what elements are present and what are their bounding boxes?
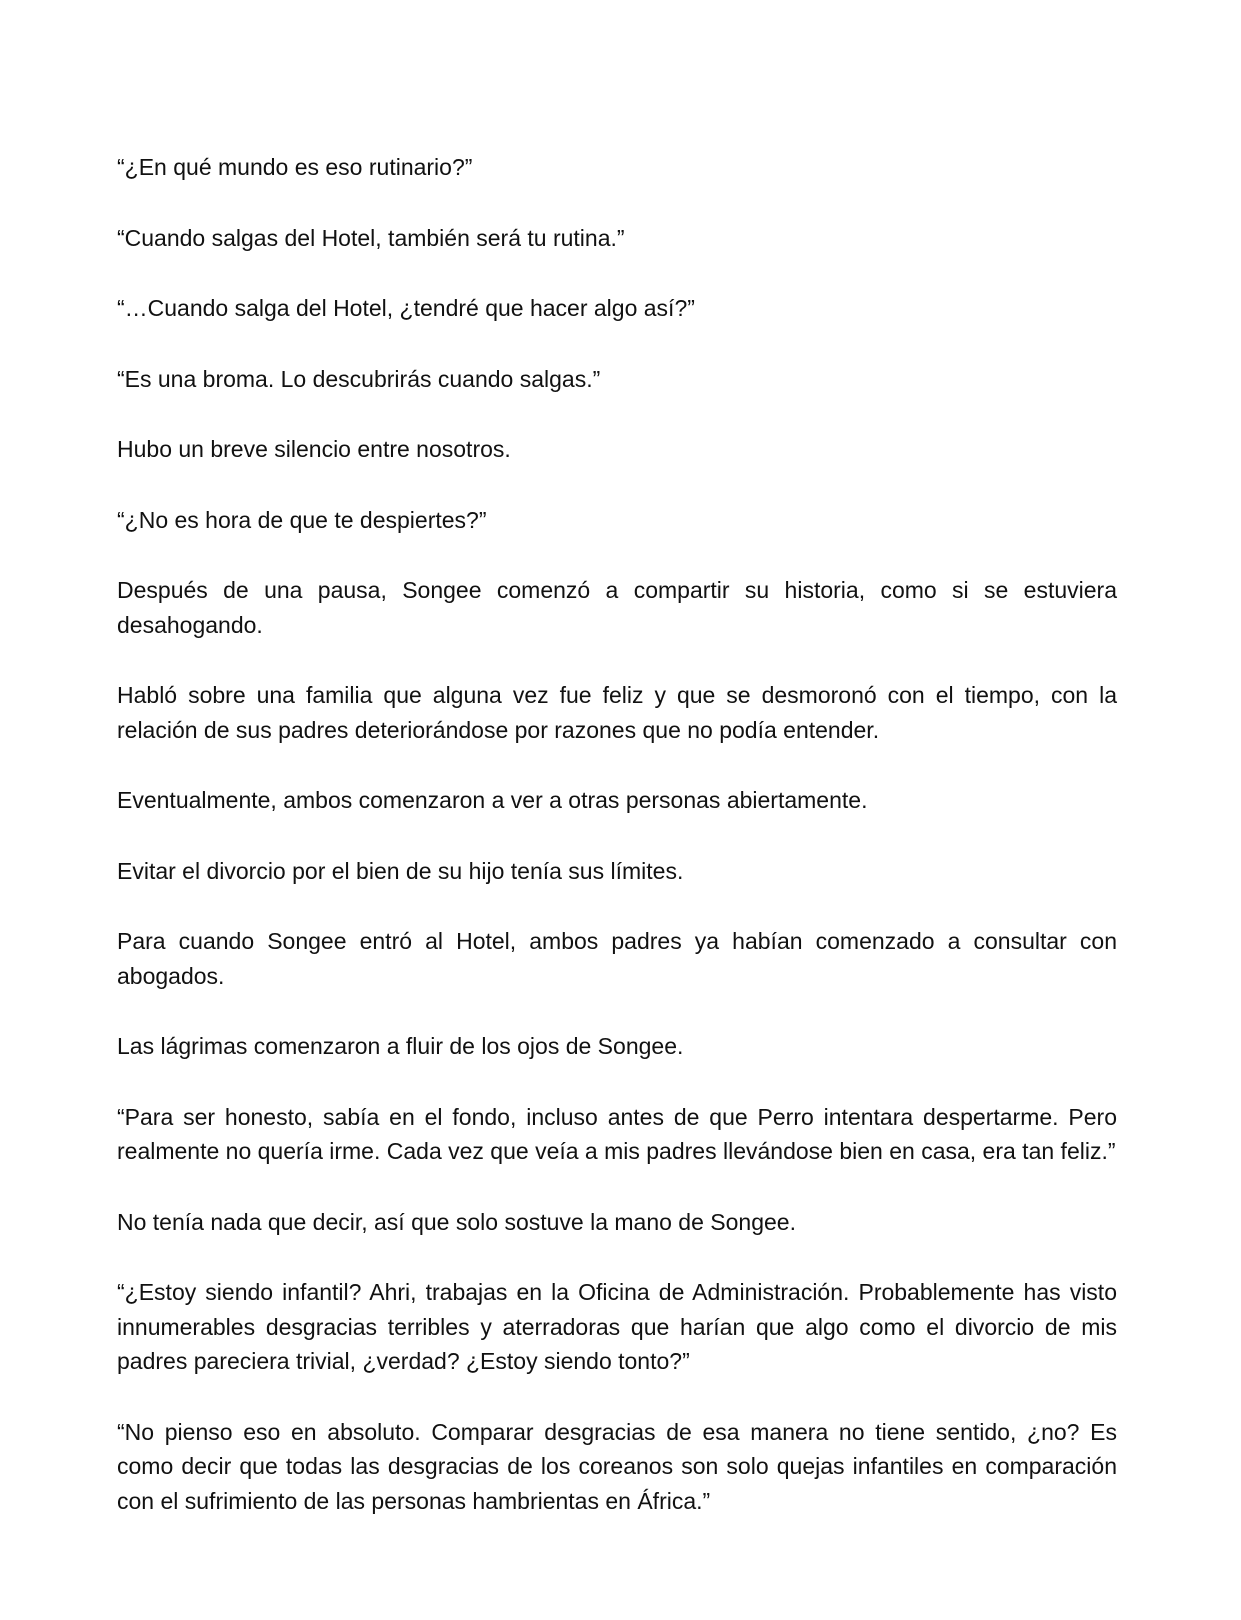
paragraph: “Cuando salgas del Hotel, también será tu rutina.”: [117, 224, 625, 251]
paragraph: Para cuando Songee entró al Hotel, ambos padres ya habían comenzado a consultar con abogados.: [117, 928, 1117, 989]
paragraph: “¿Estoy siendo infantil? Ahri, trabajas en la Oficina de Administración. Probablemente has visto innumerables desgracias terribles y aterradoras que harían que algo como el divorcio de mis padres pareciera trivial, ¿verdad? ¿Estoy siendo tonto?”: [117, 1279, 1117, 1374]
paragraph: Hubo un breve silencio entre nosotros.: [117, 436, 511, 462]
paragraph: “Para ser honesto, sabía en el fondo, incluso antes de que Perro intentara despertarme. Pero realmente no quería irme. Cada vez que veía a mis padres llevándose bien en casa, era tan feliz.”: [117, 1103, 1117, 1164]
paragraph: “…Cuando salga del Hotel, ¿tendré que hacer algo así?”: [117, 295, 695, 321]
paragraph: “¿No es hora de que te despiertes?”: [117, 506, 487, 533]
paragraph: Después de una pausa, Songee comenzó a compartir su historia, como si se estuviera desahogando.: [117, 577, 1117, 638]
paragraph: Las lágrimas comenzaron a fluir de los ojos de Songee.: [117, 1033, 684, 1059]
paragraph: Eventualmente, ambos comenzaron a ver a otras personas abiertamente.: [117, 787, 868, 813]
paragraph: No tenía nada que decir, así que solo sostuve la mano de Songee.: [117, 1208, 796, 1235]
paragraph: Habló sobre una familia que alguna vez fue feliz y que se desmoronó con el tiempo, con la relación de sus padres deteriorándose por razones que no podía entender.: [117, 682, 1117, 743]
paragraph: Evitar el divorcio por el bien de su hijo tenía sus límites.: [117, 857, 684, 884]
paragraph: “Es una broma. Lo descubrirás cuando salgas.”: [117, 365, 601, 392]
paragraph: “No pienso eso en absoluto. Comparar desgracias de esa manera no tiene sentido, ¿no? Es como decir que todas las desgracias de los coreanos son solo quejas infantiles en comparación con el sufrimiento de las personas hambrientas en África.”: [117, 1418, 1117, 1514]
document-page: [117, 150, 1117, 1554]
paragraph: “¿En qué mundo es eso rutinario?”: [117, 154, 473, 180]
